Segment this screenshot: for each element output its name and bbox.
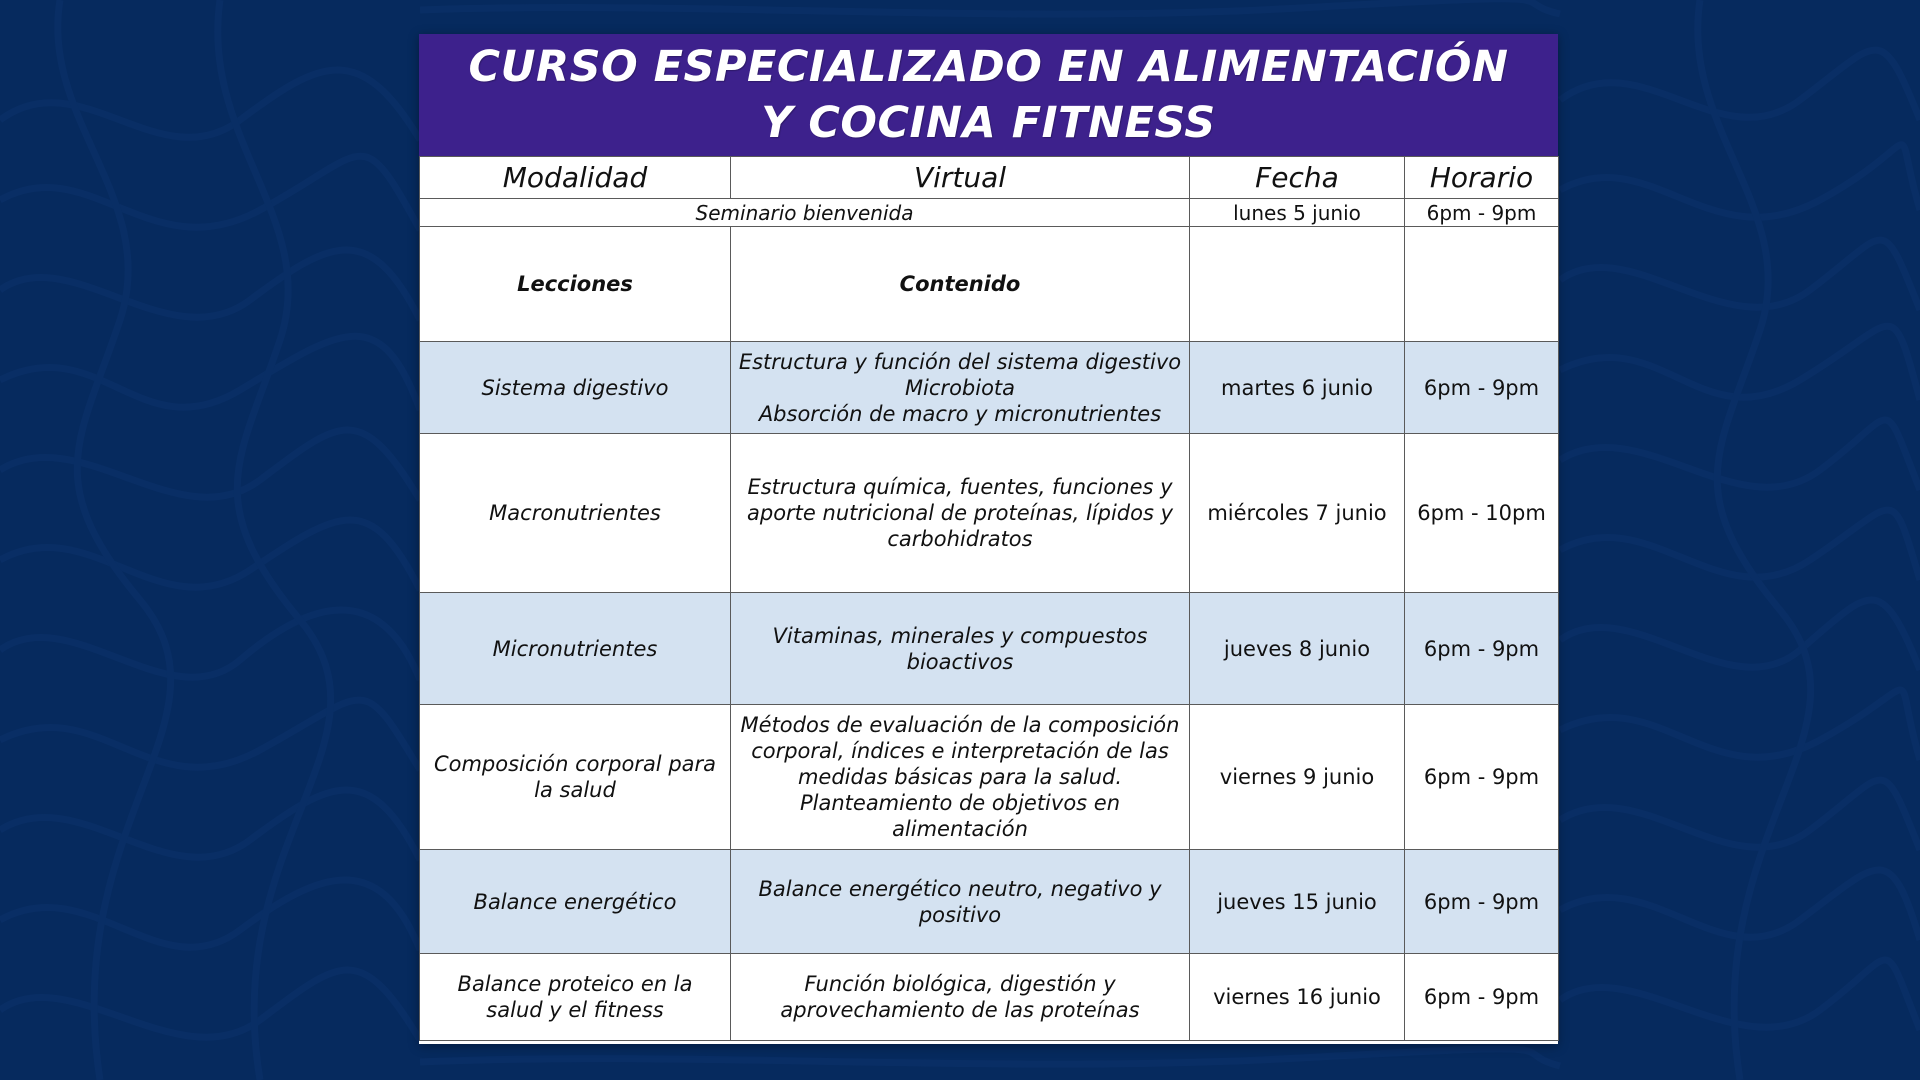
lesson-time: 6pm - 10pm [1405,434,1559,593]
seminar-row [420,199,1559,227]
table-row [420,593,1559,705]
lesson-content: Estructura química, fuentes, funciones y aporte nutricional de proteínas, lípidos y carbohidratos [731,434,1190,593]
lesson-time: 6pm - 9pm [1405,705,1559,850]
table-row [420,434,1559,593]
lesson-name: Composición corporal para la salud [420,705,731,850]
subheader-empty-fecha [1190,227,1405,342]
course-title-line-2: Y COCINA FITNESS [761,98,1216,148]
lesson-date: viernes 16 junio [1190,954,1405,1041]
subheader-empty-horario [1405,227,1559,342]
table-row [420,342,1559,434]
lesson-content: Vitaminas, minerales y compuestos bioactivos [731,593,1190,705]
table-row [420,850,1559,954]
table-row [420,705,1559,850]
course-title-line-1: CURSO ESPECIALIZADO EN ALIMENTACIÓN [468,42,1509,92]
subheader-contenido: Contenido [731,227,1190,342]
schedule-table [419,156,1559,1041]
lesson-date: jueves 8 junio [1190,593,1405,705]
lesson-name: Balance energético [420,850,731,954]
header-horario: Horario [1405,157,1559,199]
seminar-time: 6pm - 9pm [1405,199,1559,227]
lesson-date: martes 6 junio [1190,342,1405,434]
lesson-name: Macronutrientes [420,434,731,593]
lesson-content: Función biológica, digestión y aprovechamiento de las proteínas [731,954,1190,1041]
seminar-label: Seminario bienvenida [420,199,1190,227]
lessons-subheader-row [420,227,1559,342]
lesson-date: miércoles 7 junio [1190,434,1405,593]
lesson-content: Balance energético neutro, negativo y positivo [731,850,1190,954]
table-header-row [420,157,1559,199]
lesson-content: Estructura y función del sistema digestivo Microbiota Absorción de macro y micronutrientes [731,342,1190,434]
lesson-content: Métodos de evaluación de la composición corporal, índices e interpretación de las medidas básicas para la salud. Planteamiento de objetivos en alimentación [731,705,1190,850]
table-row [420,954,1559,1041]
lesson-name: Balance proteico en la salud y el fitness [420,954,731,1041]
lesson-time: 6pm - 9pm [1405,850,1559,954]
lesson-name: Micronutrientes [420,593,731,705]
course-title-banner [419,34,1558,156]
course-schedule-sheet [419,34,1558,1044]
header-fecha: Fecha [1190,157,1405,199]
lesson-date: jueves 15 junio [1190,850,1405,954]
lesson-name: Sistema digestivo [420,342,731,434]
lesson-date: viernes 9 junio [1190,705,1405,850]
header-modalidad: Modalidad [420,157,731,199]
header-virtual: Virtual [731,157,1190,199]
seminar-date: lunes 5 junio [1190,199,1405,227]
subheader-lecciones: Lecciones [420,227,731,342]
lesson-time: 6pm - 9pm [1405,593,1559,705]
lesson-time: 6pm - 9pm [1405,954,1559,1041]
lesson-time: 6pm - 9pm [1405,342,1559,434]
